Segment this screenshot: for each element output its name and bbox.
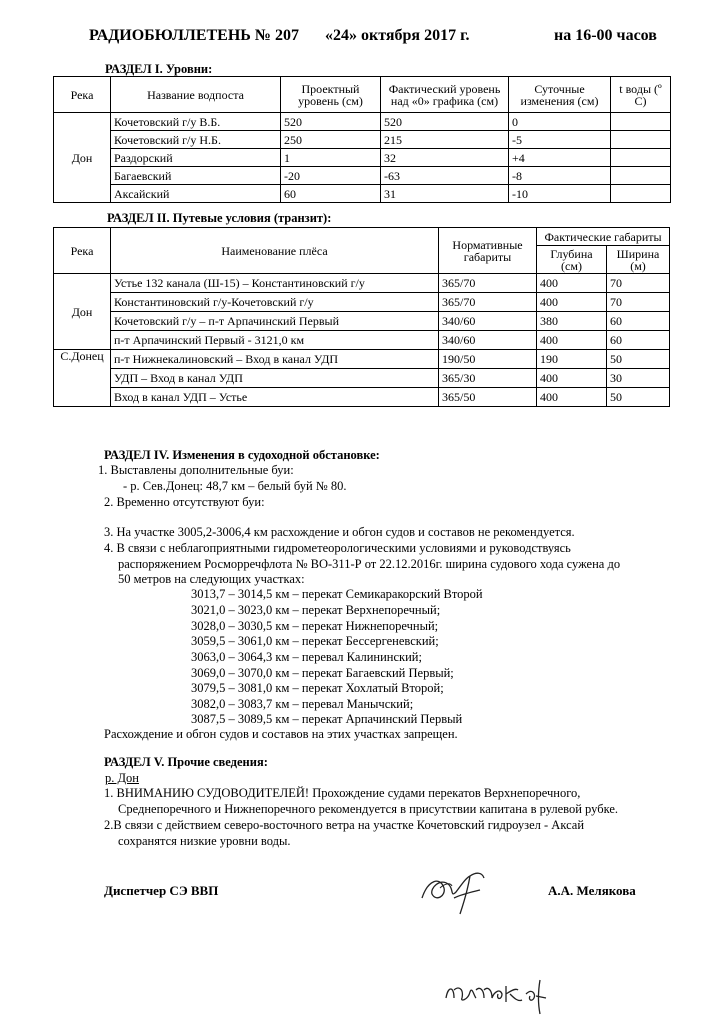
width: 70 bbox=[607, 293, 670, 312]
stretch-line: 3028,0 – 3030,5 км – перекат Нижнепоречный; bbox=[191, 619, 439, 633]
project-level: 1 bbox=[281, 149, 381, 167]
normative-size: 365/30 bbox=[439, 369, 537, 388]
bulletin-time: на 16-00 часов bbox=[554, 27, 657, 44]
section4-item4-line3: 50 метров на следующих участках: bbox=[118, 572, 305, 586]
depth: 400 bbox=[537, 274, 607, 293]
section4-item4-line1: 4. В связи с неблагоприятными гидрометеорологическими условиями и руководствуясь bbox=[104, 541, 571, 555]
dispatcher-name: А.А. Мелякова bbox=[548, 883, 636, 898]
col-river: Река bbox=[54, 77, 111, 113]
bulletin-title: РАДИОБЮЛЛЕТЕНЬ № 207 bbox=[89, 27, 299, 44]
table-row bbox=[54, 369, 670, 388]
section5-river: р. Дон bbox=[105, 771, 139, 785]
station-name: Кочетовский г/у В.Б. bbox=[111, 113, 281, 131]
actual-level: 215 bbox=[381, 131, 509, 149]
river-cell: Дон bbox=[54, 274, 111, 350]
section5-item1-line2: Среднепоречного и Нижнепоречного рекомендуется в присутствии капитана в рулевой рубке. bbox=[118, 802, 619, 816]
stretch-line: 3059,5 – 3061,0 км – перекат Бессергеневский; bbox=[191, 634, 439, 648]
project-level: 520 bbox=[281, 113, 381, 131]
stretch-name: Константиновский г/у-Кочетовский г/у bbox=[111, 293, 439, 312]
normative-size: 365/50 bbox=[439, 388, 537, 407]
depth: 380 bbox=[537, 312, 607, 331]
table-row bbox=[54, 113, 671, 131]
bulletin-date: «24» октября 2017 г. bbox=[325, 27, 470, 44]
daily-change: -10 bbox=[509, 185, 611, 203]
stretch-line: 3063,0 – 3064,3 км – перевал Калининский; bbox=[191, 650, 422, 664]
width: 60 bbox=[607, 312, 670, 331]
levels-header-row bbox=[54, 77, 671, 113]
depth: 400 bbox=[537, 331, 607, 350]
col-daily-change: Суточные изменения (см) bbox=[509, 77, 611, 113]
water-temp bbox=[611, 149, 671, 167]
col-station: Название водпоста bbox=[111, 77, 281, 113]
table-row bbox=[54, 388, 670, 407]
stretch-line: 3069,0 – 3070,0 км – перекат Багаевский Первый; bbox=[191, 666, 454, 680]
section5-item2-line2: сохранятся низкие уровни воды. bbox=[118, 834, 291, 848]
section4-item2: 2. Временно отсутствуют буи: bbox=[104, 495, 265, 509]
normative-size: 365/70 bbox=[439, 274, 537, 293]
section2-title: РАЗДЕЛ II. Путевые условия (транзит): bbox=[107, 211, 332, 225]
section1-title: РАЗДЕЛ I. Уровни: bbox=[105, 62, 213, 76]
stretch-line: 3079,5 – 3081,0 км – перекат Хохлатый Второй; bbox=[191, 681, 444, 695]
station-name: Аксайский bbox=[111, 185, 281, 203]
col-normative: Нормативные габариты bbox=[439, 228, 537, 274]
normative-size: 340/60 bbox=[439, 312, 537, 331]
water-temp bbox=[611, 167, 671, 185]
width: 30 bbox=[607, 369, 670, 388]
stretch-line: 3082,0 – 3083,7 км – перевал Манычский; bbox=[191, 697, 414, 711]
depth: 400 bbox=[537, 369, 607, 388]
col-depth: Глубина (см) bbox=[537, 246, 607, 274]
depth: 400 bbox=[537, 388, 607, 407]
col-width: Ширина (м) bbox=[607, 246, 670, 274]
section4-item1-sub: - р. Сев.Донец: 48,7 км – белый буй № 80. bbox=[123, 479, 347, 493]
section4-closing: Расхождение и обгон судов и составов на этих участках запрещен. bbox=[104, 727, 458, 741]
col-stretch: Наименование плёса bbox=[111, 228, 439, 274]
col-river: Река bbox=[54, 228, 111, 274]
daily-change: 0 bbox=[509, 113, 611, 131]
width: 50 bbox=[607, 350, 670, 369]
stretch-line: 3087,5 – 3089,5 км – перекат Арпачинский Первый bbox=[191, 712, 463, 726]
water-temp bbox=[611, 131, 671, 149]
project-level: 60 bbox=[281, 185, 381, 203]
actual-level: 32 bbox=[381, 149, 509, 167]
table-row bbox=[54, 185, 671, 203]
daily-change: -8 bbox=[509, 167, 611, 185]
levels-table bbox=[53, 76, 671, 203]
route-table bbox=[53, 227, 670, 407]
section4-item3: 3. На участке 3005,2-3006,4 км расхождение и обгон судов и составов не рекомендуется. bbox=[104, 525, 575, 539]
route-header-row bbox=[54, 228, 670, 246]
section4-item1: 1. Выставлены дополнительные буи: bbox=[98, 463, 294, 477]
width: 50 bbox=[607, 388, 670, 407]
col-project-level: Проектный уровень (см) bbox=[281, 77, 381, 113]
daily-change: +4 bbox=[509, 149, 611, 167]
handwritten-note-icon bbox=[440, 968, 570, 1018]
stretch-name: п-т Арпачинский Первый - 3121,0 км bbox=[111, 331, 439, 350]
water-temp bbox=[611, 113, 671, 131]
width: 60 bbox=[607, 331, 670, 350]
table-row bbox=[54, 312, 670, 331]
station-name: Кочетовский г/у Н.Б. bbox=[111, 131, 281, 149]
daily-change: -5 bbox=[509, 131, 611, 149]
table-row bbox=[54, 350, 670, 369]
normative-size: 365/70 bbox=[439, 293, 537, 312]
stretch-line: 3013,7 – 3014,5 км – перекат Семикаракорский Второй bbox=[191, 587, 483, 601]
station-name: Раздорский bbox=[111, 149, 281, 167]
stretch-name: п-т Нижнекалиновский – Вход в канал УДП bbox=[111, 350, 439, 369]
table-row bbox=[54, 167, 671, 185]
table-row bbox=[54, 274, 670, 293]
dispatcher-position: Диспетчер СЭ ВВП bbox=[104, 883, 219, 898]
stretch-line: 3021,0 – 3023,0 км – перекат Верхнепоречный; bbox=[191, 603, 441, 617]
actual-level: 520 bbox=[381, 113, 509, 131]
depth: 190 bbox=[537, 350, 607, 369]
stretch-name: Устье 132 канала (Ш-15) – Константиновский г/у bbox=[111, 274, 439, 293]
depth: 400 bbox=[537, 293, 607, 312]
normative-size: 340/60 bbox=[439, 331, 537, 350]
project-level: 250 bbox=[281, 131, 381, 149]
section4-item4-line2: распоряжением Росморречфлота № ВО-311-Р от 22.12.2016г. ширина судового хода сужена до bbox=[118, 557, 621, 571]
section5-item2-line1: 2.В связи с действием северо-восточного ветра на участке Кочетовский гидроузел - Аксай bbox=[104, 818, 585, 832]
actual-level: -63 bbox=[381, 167, 509, 185]
col-water-temp: t воды (º С) bbox=[611, 77, 671, 113]
river-cell: Дон bbox=[54, 113, 111, 203]
section5-title: РАЗДЕЛ V. Прочие сведения: bbox=[104, 755, 268, 769]
col-actual-level: Фактический уровень над «0» графика (см) bbox=[381, 77, 509, 113]
width: 70 bbox=[607, 274, 670, 293]
stretch-name: УДП – Вход в канал УДП bbox=[111, 369, 439, 388]
col-actual: Фактические габариты bbox=[537, 228, 670, 246]
actual-level: 31 bbox=[381, 185, 509, 203]
table-row bbox=[54, 331, 670, 350]
section4-title: РАЗДЕЛ IV. Изменения в судоходной обстановке: bbox=[104, 448, 380, 462]
normative-size: 190/50 bbox=[439, 350, 537, 369]
table-row bbox=[54, 131, 671, 149]
water-temp bbox=[611, 185, 671, 203]
table-row bbox=[54, 293, 670, 312]
stretch-name: Вход в канал УДП – Устье bbox=[111, 388, 439, 407]
station-name: Багаевский bbox=[111, 167, 281, 185]
signature-icon bbox=[410, 858, 510, 920]
river-cell: С.Донец bbox=[54, 350, 111, 407]
table-row bbox=[54, 149, 671, 167]
project-level: -20 bbox=[281, 167, 381, 185]
section5-item1-line1: 1. ВНИМАНИЮ СУДОВОДИТЕЛЕЙ! Прохождение судами перекатов Верхнепоречного, bbox=[104, 786, 581, 800]
stretch-name: Кочетовский г/у – п-т Арпачинский Первый bbox=[111, 312, 439, 331]
